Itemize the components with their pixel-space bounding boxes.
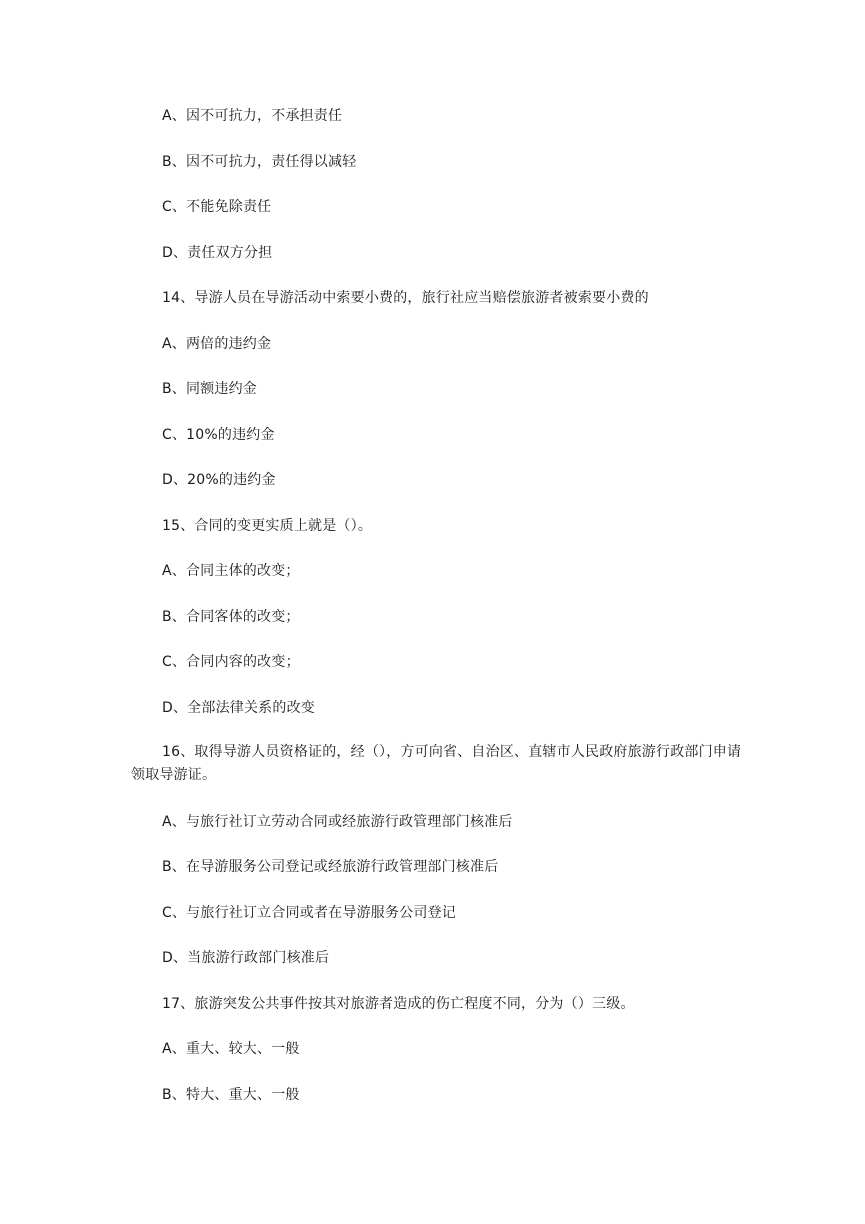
question-line: 15、合同的变更实质上就是（）。 [162,518,373,534]
option-line: A、两倍的违约金 [162,336,272,352]
option-line: B、特大、重大、一般 [162,1087,300,1103]
option-line: A、与旅行社订立劳动合同或经旅游行政管理部门核准后 [162,814,513,830]
option-line: C、合同内容的改变； [162,654,300,670]
question-line: 17、旅游突发公共事件按其对旅游者造成的伤亡程度不同，分为（）三级。 [162,996,635,1012]
option-line: D、全部法律关系的改变 [162,700,315,716]
option-line: D、当旅游行政部门核准后 [162,950,330,966]
option-line: D、20%的违约金 [162,472,276,488]
option-line: B、同额违约金 [162,381,258,397]
option-line: C、10%的违约金 [162,427,275,443]
option-line: A、重大、较大、一般 [162,1041,300,1057]
question-paragraph: 16、取得导游人员资格证的，经（），方可向省、自治区、直辖市人民政府旅游行政部门申请领取导游证。 [131,744,742,783]
option-line: D、责任双方分担 [162,245,273,261]
option-line: B、合同客体的改变； [162,609,300,625]
option-line: B、因不可抗力，责任得以减轻 [162,154,357,170]
option-line: B、在导游服务公司登记或经旅游行政管理部门核准后 [162,859,499,875]
option-line: C、不能免除责任 [162,199,272,215]
option-line: A、因不可抗力，不承担责任 [162,108,343,124]
option-line: A、合同主体的改变； [162,563,300,579]
option-line: C、与旅行社订立合同或者在导游服务公司登记 [162,905,456,921]
question-line: 14、导游人员在导游活动中索要小费的，旅行社应当赔偿旅游者被索要小费的 [162,290,649,306]
